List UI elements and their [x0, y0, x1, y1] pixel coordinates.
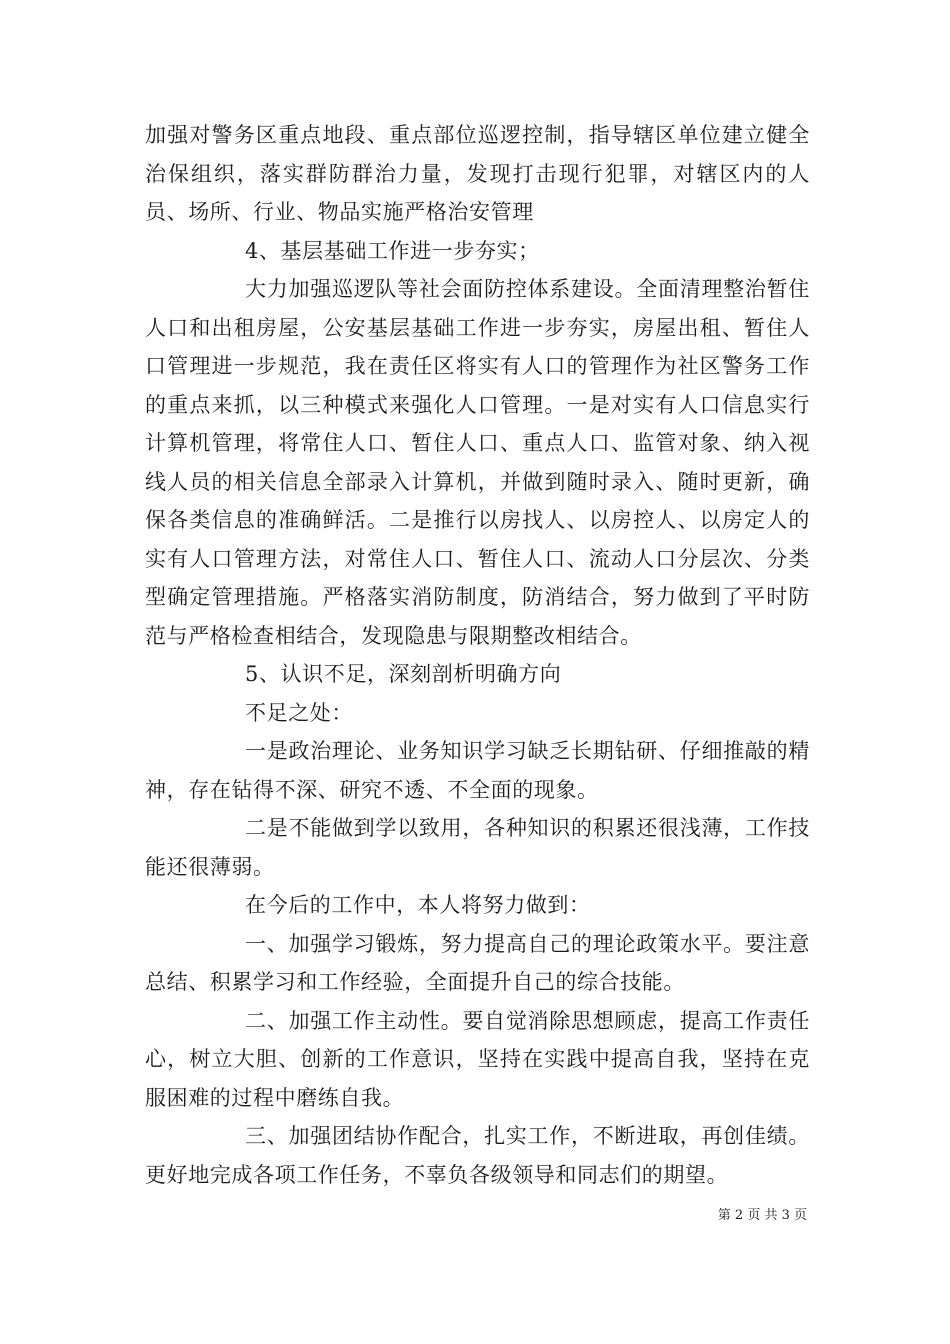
- paragraph-3: 大力加强巡逻队等社会面防控体系建设。全面清理整治暂住人口和出租房屋，公安基层基础工作进一步夯实，房屋出租、暂住人口管理进一步规范，我在责任区将实有人口的管理作为社区警务工作的重点来抓，以三种模式来强化人口管理。一是对实有人口信息实行计算机管理，将常住人口、暂住人口、重点人口、监管对象、纳入视线人员的相关信息全部录入计算机，并做到随时录入、随时更新，确保各类信息的准确鲜活。二是推行以房找人、以房控人、以房定人的实有人口管理方法，对常住人口、暂住人口、流动人口分层次、分类型确定管理措施。严格落实消防制度，防消结合，努力做到了平时防范与严格检查相结合，发现隐患与限期整改相结合。: [145, 277, 810, 648]
- paragraph-4-heading: 5、认识不足，深刻剖析明确方向: [245, 662, 562, 686]
- paragraph-8: 在今后的工作中，本人将努力做到：: [245, 893, 591, 917]
- paragraph-10: 二、加强工作主动性。要自觉消除思想顾虑，提高工作责任心，树立大胆、创新的工作意识，坚持在实践中提高自我，坚持在克服困难的过程中磨练自我。: [145, 1008, 810, 1110]
- paragraph-1: 加强对警务区重点地段、重点部位巡逻控制，指导辖区单位建立健全治保组织，落实群防群治力量，发现打击现行犯罪，对辖区内的人员、场所、行业、物品实施严格治安管理: [145, 123, 810, 224]
- page-number: 第 2 页 共 3 页: [717, 1208, 807, 1223]
- paragraph-7: 二是不能做到学以致用，各种知识的积累还很浅薄，工作技能还很薄弱。: [145, 816, 810, 879]
- paragraph-5: 不足之处：: [245, 700, 353, 725]
- paragraph-9: 一、加强学习锻炼，努力提高自己的理论政策水平。要注意总结、积累学习和工作经验，全面提升自己的综合技能。: [145, 931, 810, 994]
- document-page: [145, 116, 810, 1194]
- paragraph-6: 一是政治理论、业务知识学习缺乏长期钻研、仔细推敲的精神，存在钻得不深、研究不透、不全面的现象。: [145, 739, 810, 802]
- paragraph-2-heading: 4、基层基础工作进一步夯实；: [245, 238, 540, 263]
- paragraph-11: 三、加强团结协作配合，扎实工作，不断进取，再创佳绩。更好地完成各项工作任务，不辜负各级领导和同志们的期望。: [145, 1124, 810, 1187]
